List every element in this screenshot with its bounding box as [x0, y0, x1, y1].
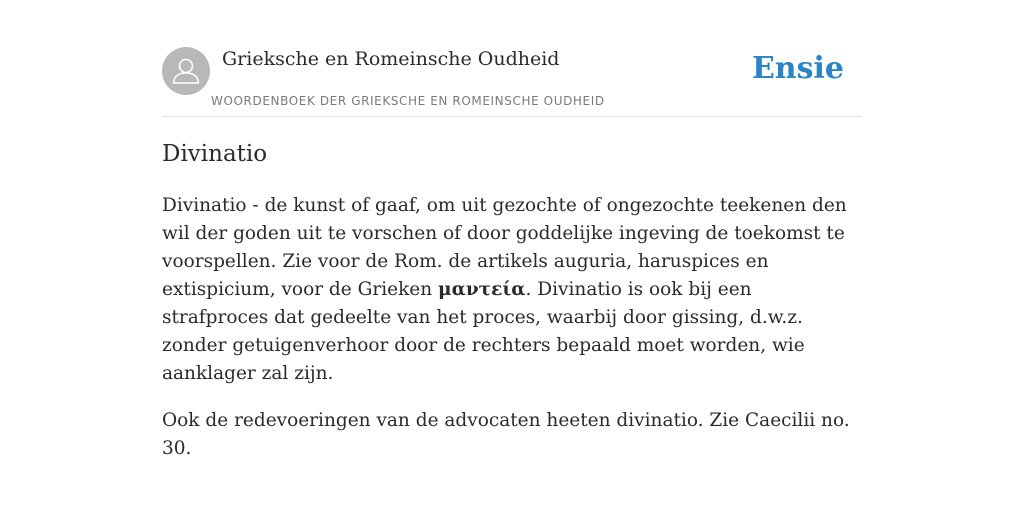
- source-subtitle: WOORDENBOEK DER GRIEKSCHE EN ROMEINSCHE OUDHEID: [211, 94, 605, 108]
- entry-paragraph-1-text-a: Divinatio - de kunst of gaaf, om uit gezochte of ongezochte teekenen den wil der goden uit te vorschen of door goddelijke ingeving de toekomst te voorspellen. Zie voor de Rom. de artikels auguria, haruspices en extispicium, voor de Grieken: [162, 195, 847, 300]
- entry-body: [162, 192, 862, 482]
- entry-paragraph-2: Ook de redevoeringen van de advocaten heeten divinatio. Zie Caecilii no. 30.: [162, 410, 850, 459]
- source-avatar[interactable]: [162, 47, 210, 95]
- entry-headword: Divinatio: [162, 141, 268, 167]
- entry-paragraph-1: [162, 192, 862, 388]
- user-silhouette-icon: [162, 47, 210, 95]
- source-header: [162, 47, 862, 117]
- ensie-logo-link[interactable]: Ensie: [751, 51, 844, 86]
- entry-paragraph-1-text-b: . Divinatio is ook bij een strafproces dat gedeelte van het proces, waarbij door gissing, d.w.z. zonder getuigenverhoor door de rechters bepaald moet worden, wie aanklager zal zijn.: [162, 279, 805, 384]
- source-title-link[interactable]: Grieksche en Romeinsche Oudheid: [222, 48, 560, 70]
- greek-term: μαντεία: [438, 279, 526, 300]
